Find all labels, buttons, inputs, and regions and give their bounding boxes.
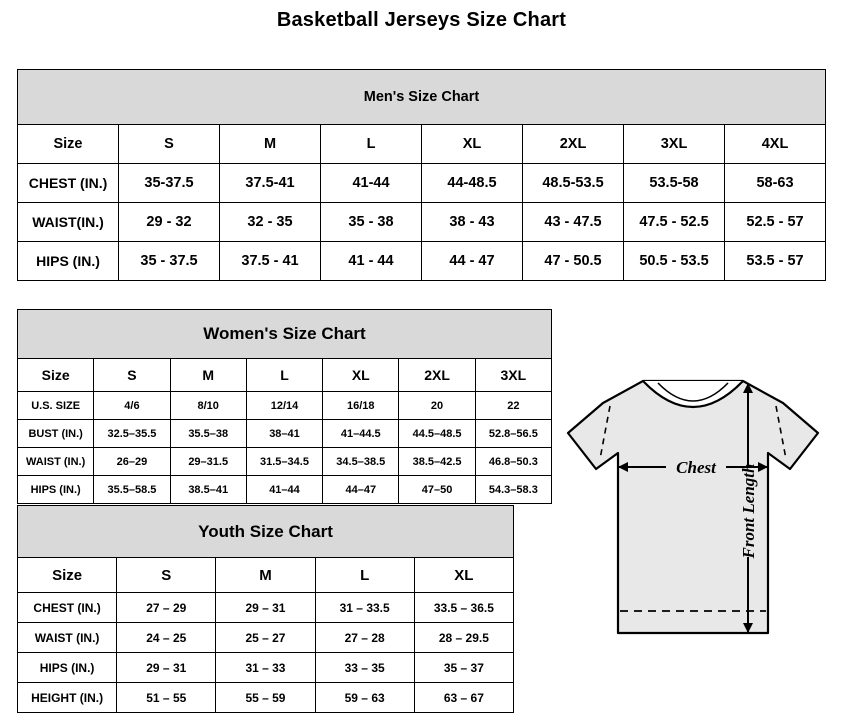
cell: 44-48.5 [422, 164, 523, 203]
table-row [18, 420, 552, 448]
cell: 47–50 [399, 476, 475, 504]
header-size-label: Size [18, 558, 117, 593]
header-size-m: M [220, 125, 321, 164]
header-size-2xl: 2XL [399, 359, 475, 392]
row-label-bust: BUST (IN.) [18, 420, 94, 448]
header-size-s: S [119, 125, 220, 164]
cell: 41–44 [246, 476, 322, 504]
table-row [18, 623, 514, 653]
cell: 12/14 [246, 392, 322, 420]
table-row [18, 683, 514, 713]
cell: 44–47 [323, 476, 399, 504]
cell: 41–44.5 [323, 420, 399, 448]
cell: 50.5 - 53.5 [624, 242, 725, 281]
cell: 25 – 27 [216, 623, 315, 653]
cell: 41-44 [321, 164, 422, 203]
cell: 35-37.5 [119, 164, 220, 203]
cell: 29–31.5 [170, 448, 246, 476]
cell: 32.5–35.5 [94, 420, 170, 448]
header-size-label: Size [18, 125, 119, 164]
cell: 24 – 25 [117, 623, 216, 653]
cell: 51 – 55 [117, 683, 216, 713]
cell: 43 - 47.5 [523, 203, 624, 242]
row-label-chest: CHEST (IN.) [18, 593, 117, 623]
cell: 38–41 [246, 420, 322, 448]
cell: 35.5–58.5 [94, 476, 170, 504]
header-size-label: Size [18, 359, 94, 392]
table-row [18, 448, 552, 476]
header-size-l: L [321, 125, 422, 164]
cell: 63 – 67 [414, 683, 513, 713]
row-label-hips: HIPS (IN.) [18, 653, 117, 683]
womens-chart-title: Women's Size Chart [18, 310, 552, 359]
cell: 47 - 50.5 [523, 242, 624, 281]
table-row [18, 593, 514, 623]
row-label-us-size: U.S. SIZE [18, 392, 94, 420]
mens-chart-title: Men's Size Chart [18, 70, 826, 125]
row-label-hips: HIPS (IN.) [18, 242, 119, 281]
table-row [18, 476, 552, 504]
cell: 48.5-53.5 [523, 164, 624, 203]
cell: 28 – 29.5 [414, 623, 513, 653]
header-size-m: M [170, 359, 246, 392]
cell: 20 [399, 392, 475, 420]
cell: 31 – 33.5 [315, 593, 414, 623]
cell: 52.5 - 57 [725, 203, 826, 242]
cell: 38.5–41 [170, 476, 246, 504]
table-title-row [18, 506, 514, 558]
cell: 29 – 31 [216, 593, 315, 623]
cell: 29 – 31 [117, 653, 216, 683]
cell: 53.5 - 57 [725, 242, 826, 281]
front-length-label: Front Length [739, 463, 758, 559]
header-size-l: L [246, 359, 322, 392]
cell: 34.5–38.5 [323, 448, 399, 476]
row-label-waist: WAIST (IN.) [18, 623, 117, 653]
cell: 27 – 28 [315, 623, 414, 653]
mens-size-chart-table [17, 69, 826, 281]
header-size-xl: XL [422, 125, 523, 164]
table-row [18, 242, 826, 281]
header-size-xl: XL [414, 558, 513, 593]
cell: 44.5–48.5 [399, 420, 475, 448]
table-title-row [18, 310, 552, 359]
row-label-height: HEIGHT (IN.) [18, 683, 117, 713]
womens-size-chart-table [17, 309, 552, 504]
cell: 55 – 59 [216, 683, 315, 713]
cell: 4/6 [94, 392, 170, 420]
header-size-m: M [216, 558, 315, 593]
table-row [18, 653, 514, 683]
header-size-2xl: 2XL [523, 125, 624, 164]
table-row [18, 164, 826, 203]
table-header-row [18, 359, 552, 392]
cell: 41 - 44 [321, 242, 422, 281]
cell: 31 – 33 [216, 653, 315, 683]
cell: 37.5 - 41 [220, 242, 321, 281]
cell: 29 - 32 [119, 203, 220, 242]
cell: 35 - 37.5 [119, 242, 220, 281]
cell: 26–29 [94, 448, 170, 476]
cell: 35 – 37 [414, 653, 513, 683]
cell: 38 - 43 [422, 203, 523, 242]
cell: 22 [475, 392, 551, 420]
cell: 8/10 [170, 392, 246, 420]
shirt-measurement-diagram [548, 361, 838, 671]
row-label-waist: WAIST(IN.) [18, 203, 119, 242]
table-title-row [18, 70, 826, 125]
youth-size-chart-table [17, 505, 514, 713]
cell: 35 - 38 [321, 203, 422, 242]
table-row [18, 392, 552, 420]
table-header-row [18, 125, 826, 164]
cell: 33 – 35 [315, 653, 414, 683]
header-size-3xl: 3XL [624, 125, 725, 164]
cell: 33.5 – 36.5 [414, 593, 513, 623]
chest-label: Chest [676, 458, 716, 477]
cell: 53.5-58 [624, 164, 725, 203]
cell: 38.5–42.5 [399, 448, 475, 476]
cell: 46.8–50.3 [475, 448, 551, 476]
cell: 27 – 29 [117, 593, 216, 623]
row-label-chest: CHEST (IN.) [18, 164, 119, 203]
youth-chart-title: Youth Size Chart [18, 506, 514, 558]
row-label-hips: HIPS (IN.) [18, 476, 94, 504]
cell: 16/18 [323, 392, 399, 420]
cell: 44 - 47 [422, 242, 523, 281]
header-size-4xl: 4XL [725, 125, 826, 164]
cell: 35.5–38 [170, 420, 246, 448]
row-label-waist: WAIST (IN.) [18, 448, 94, 476]
header-size-l: L [315, 558, 414, 593]
cell: 54.3–58.3 [475, 476, 551, 504]
cell: 52.8–56.5 [475, 420, 551, 448]
page-title: Basketball Jerseys Size Chart [276, 9, 567, 31]
header-size-s: S [94, 359, 170, 392]
cell: 58-63 [725, 164, 826, 203]
header-size-xl: XL [323, 359, 399, 392]
cell: 31.5–34.5 [246, 448, 322, 476]
header-size-3xl: 3XL [475, 359, 551, 392]
header-size-s: S [117, 558, 216, 593]
cell: 59 – 63 [315, 683, 414, 713]
shirt-outline-icon [568, 381, 818, 633]
cell: 37.5-41 [220, 164, 321, 203]
table-row [18, 203, 826, 242]
table-header-row [18, 558, 514, 593]
cell: 32 - 35 [220, 203, 321, 242]
cell: 47.5 - 52.5 [624, 203, 725, 242]
